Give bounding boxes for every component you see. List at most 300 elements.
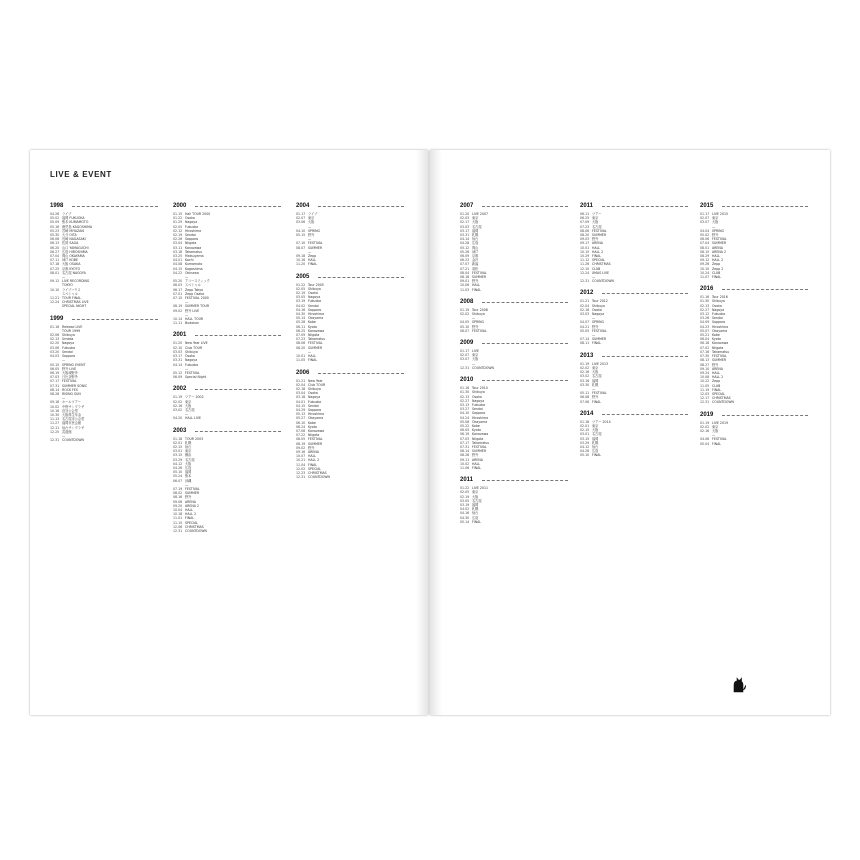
- event-text: Niigata: [712, 345, 724, 350]
- event-date: 03.05: [296, 295, 306, 300]
- year-heading: 2019: [700, 411, 810, 419]
- event-text: 金沢: [472, 258, 479, 263]
- event-date: 02.02: [700, 424, 710, 429]
- event-text: FINAL: [472, 465, 482, 470]
- event-date: 07.14: [580, 337, 590, 342]
- event-text: 京都: [472, 254, 479, 259]
- event-date: 08.05: [296, 437, 306, 442]
- event-text: 福岡市民会館: [62, 421, 82, 426]
- event-text: Kyoto: [712, 337, 721, 342]
- year-section: [50, 315, 160, 443]
- event-date: 06.04: [700, 337, 710, 342]
- year-section: [700, 285, 810, 404]
- event-text: HALL 2: [185, 512, 197, 517]
- year-section: [173, 427, 283, 534]
- event-date: 10.04: [173, 507, 183, 512]
- event-date: 03.27: [460, 407, 470, 412]
- event-text: SUMMER: [185, 491, 200, 496]
- year-heading: 1999: [50, 315, 160, 323]
- event-date: 09.12: [700, 258, 710, 263]
- event-text: Kyoto: [308, 324, 317, 329]
- event-date: 10.30: [50, 412, 60, 417]
- event-date: 08.15: [700, 249, 710, 254]
- event-text: Sapporo: [472, 411, 486, 416]
- event-date: 08.02: [173, 491, 183, 496]
- event-date: 04.24: [460, 415, 470, 420]
- event-text: Shibuya: [472, 312, 485, 317]
- event-date: 07.30: [700, 354, 710, 359]
- event-text: SUMMER: [712, 241, 727, 246]
- event-row: [460, 288, 570, 292]
- event-date: 05.10: [580, 453, 590, 458]
- event-text: Okayama: [308, 316, 324, 321]
- event-date: 12.06: [173, 524, 183, 529]
- event-date: 04.16: [460, 511, 470, 516]
- event-date: 06.05: [460, 428, 470, 433]
- event-row: [173, 321, 283, 325]
- event-date: 06.13: [50, 241, 60, 246]
- event-text: TOUR 1999: [62, 328, 81, 333]
- event-text: 仙台: [472, 511, 479, 516]
- event-date: 11.13: [50, 417, 60, 422]
- event-date: 04.12: [580, 444, 590, 449]
- event-text: COUNTDOWN: [592, 279, 614, 284]
- event-text: 東京: [592, 216, 599, 221]
- event-text: 大阪 OSAKA: [62, 262, 81, 267]
- event-date: 02.07: [460, 353, 470, 358]
- year-heading: 2002: [173, 385, 283, 393]
- event-date: 06.17: [173, 287, 183, 292]
- event-text: 野外: [472, 279, 479, 284]
- event-text: Shibuya: [185, 349, 198, 354]
- event-row: [460, 520, 570, 524]
- event-date: 08.29: [700, 254, 710, 259]
- event-text: HALL: [712, 254, 721, 259]
- event-text: —: [308, 249, 312, 254]
- event-date: 03.01: [580, 432, 590, 437]
- event-text: Kagoshima: [185, 266, 203, 271]
- event-date: 01.17: [700, 212, 710, 216]
- event-text: 東京: [308, 216, 315, 221]
- column: [50, 202, 160, 448]
- event-row: [296, 262, 406, 266]
- event-text: Nagoya: [308, 295, 321, 300]
- event-date: 07.11: [50, 258, 60, 263]
- event-text: Sapporo: [308, 407, 322, 412]
- event-text: HALL: [308, 454, 317, 459]
- event-date: 01.19: [700, 420, 710, 425]
- event-date: 04.23: [700, 324, 710, 329]
- year-heading: 2004: [296, 202, 406, 210]
- event-date: 10.14: [173, 317, 183, 322]
- event-text: Shibuya: [472, 390, 485, 395]
- event-date: 06.09: [460, 254, 470, 259]
- event-text: SUMMER: [308, 345, 323, 350]
- event-date: 10.02: [460, 461, 470, 466]
- event-text: 大阪: [185, 403, 192, 408]
- event-text: Kobe: [472, 423, 480, 428]
- year-heading: 1998: [50, 202, 160, 210]
- event-text: 大阪: [712, 428, 719, 433]
- event-date: 03.18: [173, 249, 183, 254]
- event-date: 06.06: [50, 237, 60, 242]
- event-text: ARENA: [472, 457, 483, 462]
- event-text: Fukuoka: [472, 402, 486, 407]
- event-date: 10.08: [700, 375, 710, 380]
- event-text: Kanazawa: [185, 245, 202, 250]
- event-date: 02.20: [50, 341, 60, 346]
- event-text: Kobe: [308, 320, 316, 325]
- event-text: 横浜: [185, 453, 192, 458]
- event-text: COUNTDOWN: [308, 475, 330, 480]
- event-date: 03.29: [580, 440, 590, 445]
- event-text: ARENA 2: [185, 503, 200, 508]
- event-text: 大阪: [308, 220, 315, 225]
- event-text: SPECIAL: [185, 520, 199, 525]
- event-text: SUMMER: [592, 337, 607, 342]
- year-section: [50, 202, 160, 309]
- event-text: Zepp: [308, 254, 317, 259]
- event-text: Hiroshima: [185, 228, 202, 233]
- event-date: 04.09: [700, 320, 710, 325]
- event-date: 01.19: [460, 307, 470, 312]
- event-date: 02.13: [50, 337, 60, 342]
- year-heading: 2013: [580, 352, 690, 360]
- event-date: 02.16: [700, 428, 710, 433]
- event-text: 野外: [712, 233, 719, 238]
- event-text: —: [185, 312, 189, 317]
- event-text: 野外: [472, 453, 479, 458]
- event-date: 02.19: [460, 494, 470, 499]
- event-text: COUNTDOWN: [185, 529, 207, 533]
- year-heading: 2012: [580, 289, 690, 297]
- event-date: 05.24: [173, 474, 183, 479]
- event-date: 03.29: [173, 457, 183, 462]
- event-text: CLUB: [592, 266, 601, 271]
- event-date: 08.28: [460, 453, 470, 458]
- event-date: 01.30: [460, 390, 470, 395]
- event-date: 09.18: [50, 400, 60, 405]
- column: [460, 202, 570, 530]
- event-text: スペシャル: [62, 291, 78, 296]
- event-date: 07.19: [173, 486, 183, 491]
- event-text: FINAL: [712, 441, 722, 446]
- event-date: 02.17: [460, 220, 470, 225]
- gutter-shadow: [416, 150, 428, 715]
- event-date: 11.05: [296, 358, 306, 363]
- event-text: TOKYO: [62, 283, 73, 288]
- event-text: COUNTDOWN: [712, 400, 734, 405]
- event-text: 東京: [185, 399, 192, 404]
- gutter-shadow: [430, 150, 442, 715]
- event-text: 野外: [185, 495, 192, 500]
- event-text: SUMMER TOUR: [185, 304, 210, 309]
- page-title: LIVE & EVENT: [50, 170, 112, 179]
- event-text: 大阪: [712, 220, 719, 225]
- event-text: 名古屋: [472, 224, 482, 229]
- event-date: 06.27: [50, 249, 60, 254]
- event-date: 04.30: [460, 515, 470, 520]
- event-date: 06.03: [173, 283, 183, 288]
- event-date: 04.22: [173, 270, 183, 275]
- year-section: [173, 331, 283, 379]
- event-date: 07.08: [296, 428, 306, 433]
- event-text: 広島: [472, 241, 479, 246]
- event-text: —: [592, 386, 596, 391]
- event-date: 02.26: [173, 237, 183, 242]
- event-date: 05.12: [173, 370, 183, 375]
- event-date: 04.02: [296, 303, 306, 308]
- event-date: 09.24: [700, 370, 710, 375]
- year-heading: 2011: [580, 202, 690, 210]
- event-date: 01.21: [580, 299, 590, 304]
- event-text: —: [62, 358, 66, 363]
- event-text: HALL 2: [308, 458, 320, 463]
- event-date: 11.27: [50, 421, 60, 426]
- event-text: 宮崎 MIYAZAKI: [62, 228, 85, 233]
- right-page: [430, 150, 830, 715]
- event-date: 05.30: [50, 233, 60, 238]
- event-text: 大阪: [472, 357, 479, 362]
- event-text: Niigata: [472, 436, 484, 441]
- event-date: 01.17: [296, 212, 306, 216]
- year-heading: 2008: [460, 298, 570, 306]
- event-text: Osaka: [472, 394, 482, 399]
- event-text: Okinawa: [185, 270, 199, 275]
- event-date: 11.12: [580, 258, 590, 263]
- event-text: FINAL: [308, 358, 318, 363]
- event-text: 沖縄: [185, 478, 192, 483]
- event-text: Tour 2008: [472, 307, 488, 312]
- event-date: 02.05: [296, 286, 306, 291]
- event-text: Sapporo: [712, 320, 726, 325]
- event-text: —: [185, 366, 189, 371]
- event-text: FESTIVAL: [592, 328, 607, 333]
- event-text: 札幌: [592, 440, 599, 445]
- book-spread: [30, 150, 830, 715]
- event-date: 03.04: [173, 241, 183, 246]
- event-text: Kyoto: [308, 424, 317, 429]
- event-text: 東京: [185, 449, 192, 454]
- event-date: 02.19: [173, 233, 183, 238]
- year-heading: 2011: [460, 476, 570, 484]
- year-heading: 2005: [296, 273, 406, 281]
- event-text: Shibuya: [592, 303, 605, 308]
- year-heading: 2010: [460, 376, 570, 384]
- event-text: ARENA: [185, 499, 196, 504]
- event-text: Nagoya: [472, 398, 485, 403]
- event-date: 01.19: [173, 395, 183, 400]
- event-text: Sendai: [62, 349, 73, 354]
- event-text: —: [308, 349, 312, 354]
- event-date: 07.09: [580, 220, 590, 225]
- event-text: Niigata: [308, 433, 320, 438]
- event-date: 11.05: [700, 383, 710, 388]
- event-date: 01.16: [50, 324, 60, 329]
- event-text: Osaka: [308, 291, 318, 296]
- event-text: FESTIVAL: [712, 354, 727, 359]
- event-date: 02.05: [173, 224, 183, 229]
- event-date: 09.26: [700, 262, 710, 267]
- event-date: 11.26: [580, 262, 590, 267]
- event-text: FINAL: [308, 462, 318, 467]
- event-date: 11.01: [173, 516, 183, 521]
- event-text: 札幌: [592, 382, 599, 387]
- event-row: [296, 358, 406, 362]
- event-text: Zepp 2: [712, 266, 724, 271]
- event-date: 02.03: [460, 216, 470, 221]
- event-date: 08.07: [296, 245, 306, 250]
- event-date: 10.10: [700, 266, 710, 271]
- event-date: 07.10: [296, 241, 306, 246]
- event-date: 06.24: [296, 424, 306, 429]
- event-date: 02.18: [296, 386, 306, 391]
- event-text: 野外: [592, 324, 599, 329]
- event-text: Nagoya: [185, 358, 198, 363]
- event-row: [700, 442, 810, 446]
- event-date: 04.10: [296, 228, 306, 233]
- event-date: 04.04: [700, 228, 710, 233]
- event-text: Shibuya: [308, 386, 321, 391]
- event-text: FINAL: [592, 341, 602, 346]
- event-date: 07.07: [460, 262, 470, 267]
- event-text: Osaka: [185, 354, 195, 359]
- event-date: 02.27: [460, 398, 470, 403]
- event-date: 02.27: [700, 307, 710, 312]
- event-date: 04.01: [296, 399, 306, 404]
- event-text: Fukuoka: [308, 399, 322, 404]
- event-text: HALL 2: [592, 249, 604, 254]
- event-date: 11.11: [173, 321, 183, 326]
- event-date: 07.16: [700, 349, 710, 354]
- event-date: 11.04: [296, 462, 306, 467]
- event-text: —: [185, 482, 189, 487]
- event-date: 10.06: [460, 283, 470, 288]
- event-text: Hiroshima: [472, 415, 489, 420]
- event-text: FESTIVAL: [472, 444, 487, 449]
- event-text: 福岡: [472, 502, 479, 507]
- event-date: 05.22: [460, 423, 470, 428]
- event-text: 中野サンプラザ: [62, 404, 85, 409]
- event-date: 05.05: [580, 328, 590, 333]
- event-date: 07.23: [296, 337, 306, 342]
- event-date: 08.28: [50, 391, 60, 396]
- event-date: 04.10: [460, 411, 470, 416]
- event-text: Zepp Tokyo: [185, 287, 204, 292]
- event-text: Matsuyama: [185, 254, 204, 259]
- event-text: Nagoya: [712, 307, 725, 312]
- event-date: 05.15: [50, 362, 60, 367]
- event-text: LIVE 2015: [712, 212, 729, 216]
- event-date: 07.21: [460, 266, 470, 271]
- event-text: ARENA: [308, 449, 319, 454]
- event-date: 12.24: [50, 300, 60, 305]
- event-date: 05.02: [50, 216, 60, 221]
- event-text: 福岡: [592, 436, 599, 441]
- event-text: スペシャル: [185, 283, 201, 288]
- event-text: ツアー 2014: [592, 419, 611, 424]
- event-text: HALL: [185, 507, 194, 512]
- event-date: 08.04: [460, 270, 470, 275]
- year-heading: 2007: [460, 202, 570, 210]
- event-date: 01.30: [700, 299, 710, 304]
- year-heading: 2001: [173, 331, 283, 339]
- event-text: 東京: [712, 216, 719, 221]
- event-text: Niigata: [185, 241, 197, 246]
- event-text: Kanazawa: [712, 341, 729, 346]
- event-date: 11.15: [173, 520, 183, 525]
- event-text: —: [308, 224, 312, 229]
- event-text: 大阪城野外: [62, 370, 78, 375]
- event-date: 01.22: [173, 216, 183, 221]
- event-date: [50, 304, 62, 308]
- event-text: —: [185, 300, 189, 305]
- event-date: 03.07: [460, 357, 470, 362]
- event-text: 神戸: [472, 249, 479, 254]
- event-date: 03.03: [173, 349, 183, 354]
- event-text: New Year LIVE: [185, 341, 208, 346]
- event-text: —: [472, 361, 476, 366]
- event-date: 03.19: [460, 502, 470, 507]
- event-text: Zepp Osaka: [185, 291, 205, 296]
- event-date: 08.20: [296, 345, 306, 350]
- event-text: XMAS LIVE: [592, 270, 610, 275]
- event-text: Umeda: [62, 337, 74, 342]
- event-date: 11.06: [460, 465, 470, 470]
- event-text: FINAL: [472, 519, 482, 524]
- event-text: Zepp: [712, 379, 721, 384]
- event-text: FINAL: [592, 453, 602, 458]
- event-text: COUNTDOWN: [62, 438, 84, 443]
- event-date: 11.20: [296, 262, 306, 267]
- event-text: RISING SUN: [62, 391, 81, 396]
- event-date: 06.23: [460, 258, 470, 263]
- event-text: Kumamoto: [185, 262, 203, 267]
- event-text: 名古屋 NAGOYA: [62, 270, 86, 275]
- event-text: LIVE 2007: [472, 212, 489, 216]
- event-date: 04.28: [460, 241, 470, 246]
- event-text: HALL TOUR: [185, 317, 204, 322]
- event-date: 04.26: [50, 212, 60, 216]
- event-text: 仙台: [185, 444, 192, 449]
- event-text: —: [185, 275, 189, 280]
- event-date: 09.17: [580, 241, 590, 246]
- event-text: 東京: [472, 216, 479, 221]
- event-date: 04.30: [296, 312, 306, 317]
- event-text: Osaka: [308, 391, 318, 396]
- event-date: 04.07: [580, 320, 590, 325]
- event-date: 04.02: [460, 507, 470, 512]
- event-text: ライブハウス: [62, 287, 81, 292]
- event-date: 04.29: [296, 407, 306, 412]
- event-date: 09.01: [460, 279, 470, 284]
- event-text: Hiroshima: [308, 312, 325, 317]
- event-date: 08.13: [700, 358, 710, 363]
- column: [173, 202, 283, 539]
- event-date: 03.07: [700, 220, 710, 225]
- event-date: 04.03: [50, 354, 60, 359]
- event-text: 東京: [592, 423, 599, 428]
- event-text: 岡山 OKAYAMA: [62, 254, 85, 259]
- event-date: 09.16: [296, 449, 306, 454]
- event-date: 02.02: [460, 312, 470, 317]
- event-text: 野外 LIVE: [185, 308, 200, 313]
- event-text: FESTIVAL: [472, 328, 487, 333]
- event-date: 05.08: [460, 419, 470, 424]
- event-text: 大阪: [472, 494, 479, 499]
- event-text: Kobe: [308, 420, 316, 425]
- event-text: ツアー: [592, 212, 602, 216]
